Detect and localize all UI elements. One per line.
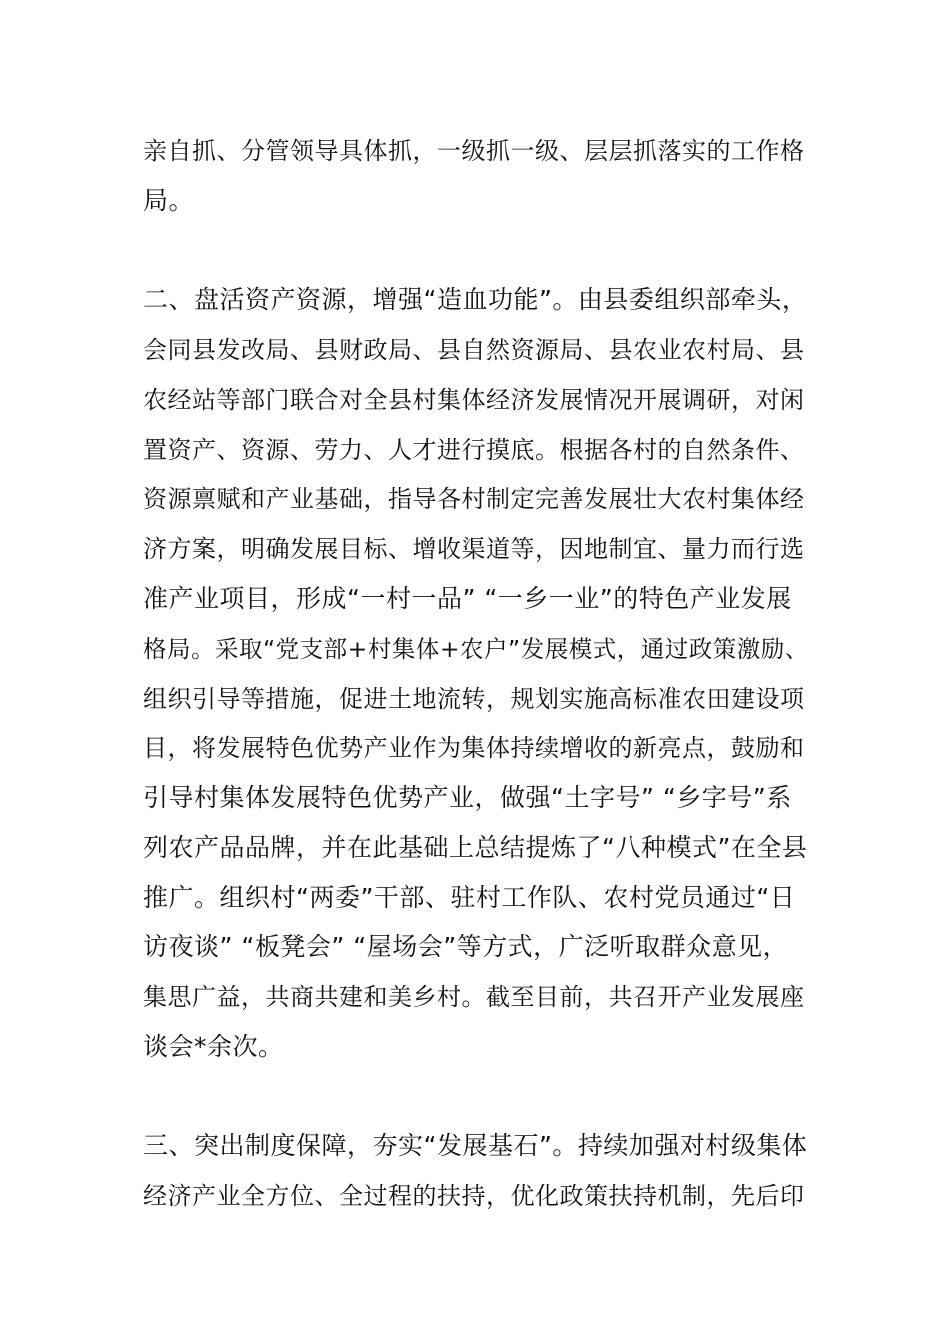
- paragraph-2-line-10: 目，将发展特色优势产业作为集体持续增收的新亮点，鼓励和: [143, 734, 805, 762]
- paragraph-3-line-2: 经济产业全方位、全过程的扶持，优化政策扶持机制，先后印: [143, 1182, 805, 1210]
- paragraph-2-line-11: 引导村集体发展特色优势产业，做强“土字号” “乡字号”系: [143, 783, 792, 812]
- paragraph-2-line-14: 访夜谈” “板凳会” “屋场会”等方式，广泛听取群众意见，: [143, 932, 789, 961]
- paragraph-2-line-12: 列农产品品牌，并在此基础上总结提炼了“八种模式”在全县: [143, 833, 808, 862]
- paragraph-2-line-13: 推广。组织村“两委”干部、驻村工作队、农村党员通过“日: [143, 883, 796, 912]
- paragraph-2-line-2: 会同县发改局、县财政局、县自然资源局、县农业农村局、县: [143, 336, 805, 364]
- paragraph-2-line-8: 格局。采取“党支部+村集体+农户”发展模式，通过政策激励、: [143, 635, 809, 663]
- paragraph-2-line-9: 组织引导等措施，促进土地流转，规划实施高标准农田建设项: [143, 685, 805, 713]
- paragraph-2-line-6: 济方案，明确发展目标、增收渠道等，因地制宜、量力而行选: [143, 535, 805, 563]
- paragraph-2-line-16: 谈会*余次。: [143, 1032, 284, 1061]
- paragraph-2-line-5: 资源禀赋和产业基础，指导各村制定完善发展壮大农村集体经: [143, 485, 805, 513]
- paragraph-1-line-2: 局。: [143, 186, 195, 215]
- paragraph-1-line-1: 亲自抓、分管领导具体抓，一级抓一级、层层抓落实的工作格: [143, 137, 805, 165]
- paragraph-3-line-1: 三、突出制度保障，夯实“发展基石”。持续加强对村级集体: [143, 1131, 808, 1160]
- paragraph-2-line-3: 农经站等部门联合对全县村集体经济发展情况开展调研，对闲: [143, 386, 805, 414]
- paragraph-2-line-1: 二、盘活资产资源，增强“造血功能”。由县委组织部牵头，: [143, 285, 808, 314]
- paragraph-2-line-4: 置资产、资源、劳力、人才进行摸底。根据各村的自然条件、: [143, 436, 805, 464]
- paragraph-2-line-7: 准产业项目，形成“一村一品” “一乡一业”的特色产业发展: [143, 584, 792, 613]
- paragraph-2-line-15: 集思广益，共商共建和美乡村。截至目前，共召开产业发展座: [143, 983, 805, 1011]
